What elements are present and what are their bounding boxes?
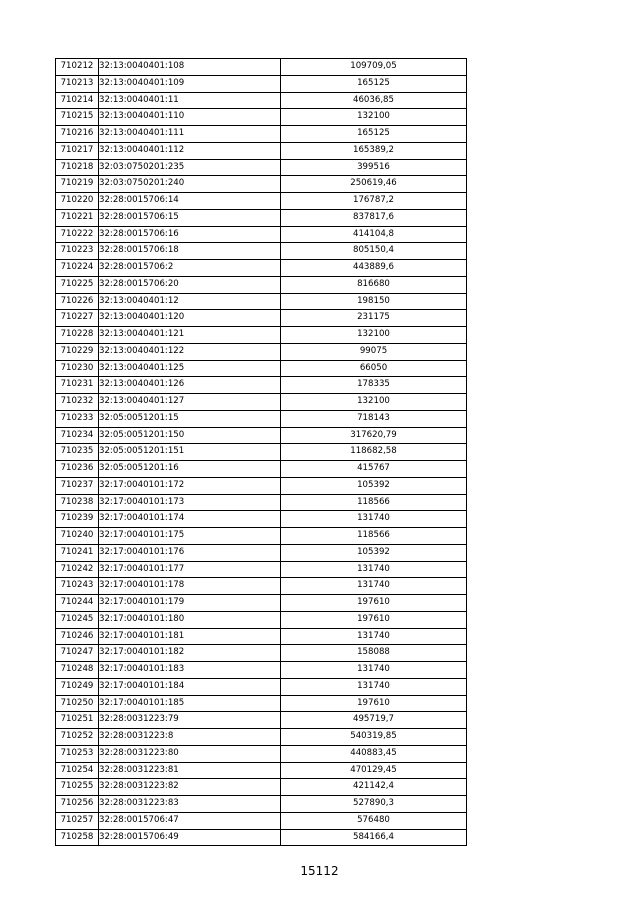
cadastral-value-cell: 440883,45 — [281, 745, 467, 762]
table-row — [56, 511, 467, 528]
cadastral-value-cell: 527890,3 — [281, 796, 467, 813]
row-number-cell: 710251 — [56, 712, 99, 729]
row-number-cell: 710226 — [56, 293, 99, 310]
table-row — [56, 494, 467, 511]
cadastral-value-cell: 197610 — [281, 695, 467, 712]
cadastral-value-cell: 131740 — [281, 678, 467, 695]
cadastral-value-cell: 837817,6 — [281, 209, 467, 226]
table-row — [56, 226, 467, 243]
table-row — [56, 829, 467, 846]
cadastral-value-cell: 118566 — [281, 494, 467, 511]
cadastral-value-cell: 105392 — [281, 544, 467, 561]
cadastral-value-cell: 816680 — [281, 276, 467, 293]
cadastral-value-cell: 118566 — [281, 528, 467, 545]
cadastral-value-table — [55, 58, 467, 846]
cadastral-number-cell: 32:17:0040101:177 — [99, 561, 281, 578]
table-row — [56, 327, 467, 344]
table-row — [56, 578, 467, 595]
cadastral-number-cell: 32:17:0040101:180 — [99, 611, 281, 628]
cadastral-value-cell: 718143 — [281, 410, 467, 427]
cadastral-number-cell: 32:13:0040401:121 — [99, 327, 281, 344]
row-number-cell: 710232 — [56, 394, 99, 411]
cadastral-number-cell: 32:28:0015706:20 — [99, 276, 281, 293]
table-row — [56, 343, 467, 360]
row-number-cell: 710214 — [56, 92, 99, 109]
table-row — [56, 427, 467, 444]
row-number-cell: 710234 — [56, 427, 99, 444]
cadastral-value-cell: 165125 — [281, 126, 467, 143]
row-number-cell: 710233 — [56, 410, 99, 427]
cadastral-number-cell: 32:28:0031223:8 — [99, 729, 281, 746]
table-row — [56, 611, 467, 628]
cadastral-number-cell: 32:13:0040401:12 — [99, 293, 281, 310]
cadastral-number-cell: 32:13:0040401:112 — [99, 142, 281, 159]
cadastral-value-cell: 132100 — [281, 109, 467, 126]
table-row — [56, 695, 467, 712]
row-number-cell: 710218 — [56, 159, 99, 176]
cadastral-number-cell: 32:17:0040101:172 — [99, 477, 281, 494]
cadastral-number-cell: 32:13:0040401:125 — [99, 360, 281, 377]
row-number-cell: 710224 — [56, 260, 99, 277]
table-row — [56, 109, 467, 126]
table-row — [56, 628, 467, 645]
row-number-cell: 710220 — [56, 193, 99, 210]
cadastral-value-cell: 495719,7 — [281, 712, 467, 729]
cadastral-value-cell: 105392 — [281, 477, 467, 494]
row-number-cell: 710250 — [56, 695, 99, 712]
cadastral-number-cell: 32:17:0040101:179 — [99, 595, 281, 612]
table-row — [56, 561, 467, 578]
cadastral-value-cell: 131740 — [281, 662, 467, 679]
row-number-cell: 710253 — [56, 745, 99, 762]
row-number-cell: 710225 — [56, 276, 99, 293]
cadastral-value-cell: 250619,46 — [281, 176, 467, 193]
cadastral-number-cell: 32:28:0031223:82 — [99, 779, 281, 796]
row-number-cell: 710229 — [56, 343, 99, 360]
cadastral-number-cell: 32:13:0040401:109 — [99, 75, 281, 92]
table-row — [56, 209, 467, 226]
row-number-cell: 710217 — [56, 142, 99, 159]
cadastral-number-cell: 32:28:0031223:79 — [99, 712, 281, 729]
table-row — [56, 243, 467, 260]
cadastral-value-cell: 176787,2 — [281, 193, 467, 210]
row-number-cell: 710249 — [56, 678, 99, 695]
row-number-cell: 710222 — [56, 226, 99, 243]
table-row — [56, 176, 467, 193]
cadastral-number-cell: 32:13:0040401:122 — [99, 343, 281, 360]
cadastral-number-cell: 32:17:0040101:178 — [99, 578, 281, 595]
row-number-cell: 710223 — [56, 243, 99, 260]
table-row — [56, 410, 467, 427]
row-number-cell: 710256 — [56, 796, 99, 813]
table-row — [56, 310, 467, 327]
cadastral-number-cell: 32:28:0015706:2 — [99, 260, 281, 277]
row-number-cell: 710213 — [56, 75, 99, 92]
cadastral-value-cell: 131740 — [281, 628, 467, 645]
cadastral-number-cell: 32:13:0040401:127 — [99, 394, 281, 411]
cadastral-number-cell: 32:05:0051201:15 — [99, 410, 281, 427]
cadastral-value-cell: 99075 — [281, 343, 467, 360]
cadastral-number-cell: 32:28:0015706:14 — [99, 193, 281, 210]
row-number-cell: 710258 — [56, 829, 99, 846]
cadastral-value-cell: 131740 — [281, 578, 467, 595]
cadastral-value-cell: 576480 — [281, 812, 467, 829]
cadastral-value-cell: 132100 — [281, 394, 467, 411]
cadastral-number-cell: 32:17:0040101:174 — [99, 511, 281, 528]
cadastral-number-cell: 32:05:0051201:16 — [99, 461, 281, 478]
row-number-cell: 710237 — [56, 477, 99, 494]
table-row — [56, 75, 467, 92]
table-row — [56, 779, 467, 796]
row-number-cell: 710219 — [56, 176, 99, 193]
table-row — [56, 92, 467, 109]
cadastral-number-cell: 32:13:0040401:126 — [99, 377, 281, 394]
cadastral-number-cell: 32:03:0750201:240 — [99, 176, 281, 193]
row-number-cell: 710246 — [56, 628, 99, 645]
cadastral-number-cell: 32:28:0015706:47 — [99, 812, 281, 829]
cadastral-value-cell: 198150 — [281, 293, 467, 310]
cadastral-value-cell: 165389,2 — [281, 142, 467, 159]
cadastral-number-cell: 32:28:0015706:15 — [99, 209, 281, 226]
row-number-cell: 710255 — [56, 779, 99, 796]
table-row — [56, 595, 467, 612]
cadastral-number-cell: 32:28:0015706:16 — [99, 226, 281, 243]
table-row — [56, 477, 467, 494]
table-row — [56, 394, 467, 411]
row-number-cell: 710227 — [56, 310, 99, 327]
cadastral-number-cell: 32:17:0040101:176 — [99, 544, 281, 561]
row-number-cell: 710257 — [56, 812, 99, 829]
row-number-cell: 710221 — [56, 209, 99, 226]
row-number-cell: 710236 — [56, 461, 99, 478]
row-number-cell: 710242 — [56, 561, 99, 578]
page-number: 15112 — [300, 864, 339, 878]
table-row — [56, 126, 467, 143]
row-number-cell: 710235 — [56, 444, 99, 461]
table-body — [56, 59, 467, 846]
row-number-cell: 710240 — [56, 528, 99, 545]
cadastral-number-cell: 32:17:0040101:183 — [99, 662, 281, 679]
table-row — [56, 678, 467, 695]
cadastral-value-cell: 414104,8 — [281, 226, 467, 243]
table-row — [56, 812, 467, 829]
cadastral-value-cell: 399516 — [281, 159, 467, 176]
cadastral-number-cell: 32:13:0040401:108 — [99, 59, 281, 76]
table-row — [56, 276, 467, 293]
table-row — [56, 712, 467, 729]
table-row — [56, 159, 467, 176]
table-row — [56, 461, 467, 478]
cadastral-value-cell: 443889,6 — [281, 260, 467, 277]
row-number-cell: 710216 — [56, 126, 99, 143]
row-number-cell: 710228 — [56, 327, 99, 344]
row-number-cell: 710241 — [56, 544, 99, 561]
cadastral-number-cell: 32:17:0040101:185 — [99, 695, 281, 712]
cadastral-value-cell: 197610 — [281, 595, 467, 612]
cadastral-number-cell: 32:05:0051201:151 — [99, 444, 281, 461]
row-number-cell: 710248 — [56, 662, 99, 679]
cadastral-number-cell: 32:17:0040101:175 — [99, 528, 281, 545]
cadastral-value-cell: 131740 — [281, 561, 467, 578]
table-row — [56, 729, 467, 746]
cadastral-number-cell: 32:28:0015706:18 — [99, 243, 281, 260]
table-row — [56, 360, 467, 377]
table-row — [56, 193, 467, 210]
row-number-cell: 710212 — [56, 59, 99, 76]
cadastral-number-cell: 32:17:0040101:173 — [99, 494, 281, 511]
cadastral-value-cell: 46036,85 — [281, 92, 467, 109]
table-row — [56, 528, 467, 545]
row-number-cell: 710247 — [56, 645, 99, 662]
cadastral-value-cell: 415767 — [281, 461, 467, 478]
cadastral-value-cell: 131740 — [281, 511, 467, 528]
row-number-cell: 710230 — [56, 360, 99, 377]
row-number-cell: 710254 — [56, 762, 99, 779]
row-number-cell: 710215 — [56, 109, 99, 126]
row-number-cell: 710243 — [56, 578, 99, 595]
cadastral-number-cell: 32:28:0031223:80 — [99, 745, 281, 762]
cadastral-number-cell: 32:28:0015706:49 — [99, 829, 281, 846]
table-row — [56, 544, 467, 561]
row-number-cell: 710244 — [56, 595, 99, 612]
cadastral-value-cell: 540319,85 — [281, 729, 467, 746]
table-row — [56, 293, 467, 310]
table-row — [56, 142, 467, 159]
cadastral-value-cell: 231175 — [281, 310, 467, 327]
table-row — [56, 260, 467, 277]
table-row — [56, 444, 467, 461]
cadastral-number-cell: 32:05:0051201:150 — [99, 427, 281, 444]
row-number-cell: 710231 — [56, 377, 99, 394]
row-number-cell: 710245 — [56, 611, 99, 628]
cadastral-value-cell: 158088 — [281, 645, 467, 662]
cadastral-value-cell: 118682,58 — [281, 444, 467, 461]
table-row — [56, 745, 467, 762]
row-number-cell: 710238 — [56, 494, 99, 511]
table-row — [56, 662, 467, 679]
cadastral-number-cell: 32:17:0040101:181 — [99, 628, 281, 645]
cadastral-value-cell: 109709,05 — [281, 59, 467, 76]
cadastral-number-cell: 32:28:0031223:81 — [99, 762, 281, 779]
row-number-cell: 710252 — [56, 729, 99, 746]
cadastral-value-cell: 132100 — [281, 327, 467, 344]
cadastral-value-cell: 470129,45 — [281, 762, 467, 779]
cadastral-number-cell: 32:17:0040101:182 — [99, 645, 281, 662]
cadastral-number-cell: 32:03:0750201:235 — [99, 159, 281, 176]
table-row — [56, 377, 467, 394]
cadastral-value-cell: 805150,4 — [281, 243, 467, 260]
cadastral-value-cell: 421142,4 — [281, 779, 467, 796]
cadastral-number-cell: 32:13:0040401:11 — [99, 92, 281, 109]
cadastral-value-cell: 165125 — [281, 75, 467, 92]
cadastral-value-cell: 178335 — [281, 377, 467, 394]
cadastral-number-cell: 32:17:0040101:184 — [99, 678, 281, 695]
cadastral-value-cell: 66050 — [281, 360, 467, 377]
row-number-cell: 710239 — [56, 511, 99, 528]
cadastral-number-cell: 32:13:0040401:111 — [99, 126, 281, 143]
cadastral-value-cell: 197610 — [281, 611, 467, 628]
cadastral-number-cell: 32:13:0040401:120 — [99, 310, 281, 327]
cadastral-value-cell: 317620,79 — [281, 427, 467, 444]
table-row — [56, 59, 467, 76]
table-row — [56, 796, 467, 813]
cadastral-number-cell: 32:13:0040401:110 — [99, 109, 281, 126]
cadastral-value-cell: 584166,4 — [281, 829, 467, 846]
cadastral-number-cell: 32:28:0031223:83 — [99, 796, 281, 813]
table-row — [56, 645, 467, 662]
table-row — [56, 762, 467, 779]
